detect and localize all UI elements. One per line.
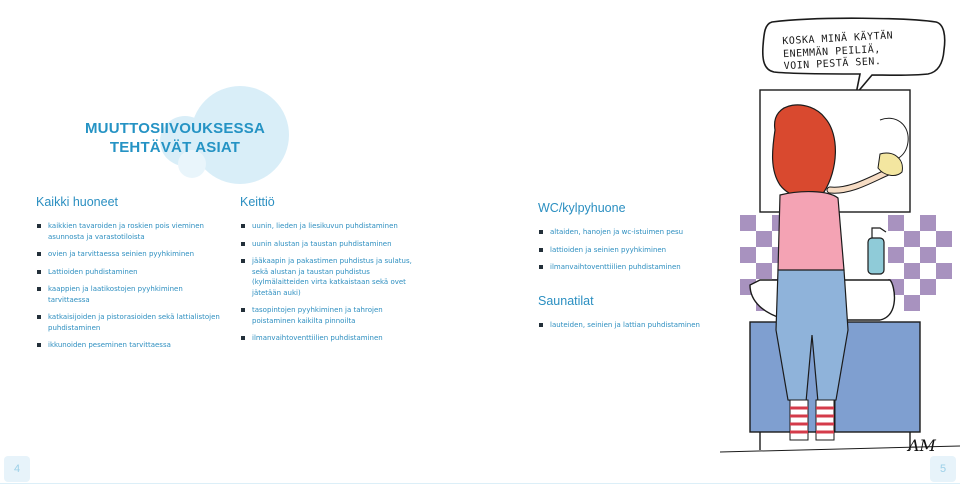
list-item: uunin alustan ja taustan puhdistaminen [240, 239, 418, 250]
section-keittio [240, 195, 418, 351]
page-title [70, 119, 280, 157]
task-list [36, 221, 222, 351]
section-heading: Keittiö [240, 195, 275, 209]
list-item: Lattioiden puhdistaminen [36, 267, 222, 278]
list-item: uunin, lieden ja liesikuvun puhdistaminen [240, 221, 418, 232]
signature: AM [908, 436, 936, 455]
bathroom-illustration [720, 80, 960, 488]
task-list [240, 221, 418, 344]
bottom-rule [0, 483, 960, 484]
task-list [538, 320, 710, 331]
page-title-line1: MUUTTOSIIVOUKSESSA [84, 120, 265, 137]
list-item: katkaisijoiden ja pistorasioiden sekä lattialistojen puhdistaminen [36, 312, 222, 333]
page-number-left: 4 [4, 456, 30, 482]
section-saunatilat [538, 294, 710, 338]
list-item: ilmanvaihtoventtiilien puhdistaminen [538, 262, 710, 273]
list-item: jääkaapin ja pakastimen puhdistus ja sulatus, sekä alustan ja taustan puhdistus (kylmälaitteiden virta katkaistaan sekä ovet jätetään auki) [240, 256, 418, 298]
section-heading: WC/kylpyhuone [538, 201, 626, 215]
list-item: lauteiden, seinien ja lattian puhdistaminen [538, 320, 710, 331]
section-heading: Saunatilat [538, 294, 594, 308]
list-item: lattioiden ja seinien pyyhkiminen [538, 245, 710, 256]
page-number-right: 5 [930, 456, 956, 482]
speech-line: VOIN PESTÄ SEN. [783, 56, 882, 73]
speech-line: KOSKA MINÄ KÄYTÄN [782, 30, 894, 48]
speech-line: ENEMMÄN PEILIÄ, [782, 43, 882, 60]
list-item: kaappien ja laatikostojen pyyhkiminen tarvittaessa [36, 284, 222, 305]
list-item: tasopintojen pyyhkiminen ja tahrojen poistaminen kaikilta pinnoilta [240, 305, 418, 326]
section-wc [538, 201, 710, 280]
page-title-line2: TEHTÄVÄT ASIAT [109, 139, 241, 156]
list-item: ikkunoiden peseminen tarvittaessa [36, 340, 222, 351]
list-item: ovien ja tarvittaessa seinien pyyhkiminen [36, 249, 222, 260]
list-item: altaiden, hanojen ja wc-istuimen pesu [538, 227, 710, 238]
section-heading: Kaikki huoneet [36, 195, 119, 209]
section-kaikki-huoneet [36, 195, 222, 358]
task-list [538, 227, 710, 273]
list-item: ilmanvaihtoventtiilien puhdistaminen [240, 333, 418, 344]
list-item: kaikkien tavaroiden ja roskien pois vieminen asunnosta ja varastotiloista [36, 221, 222, 242]
